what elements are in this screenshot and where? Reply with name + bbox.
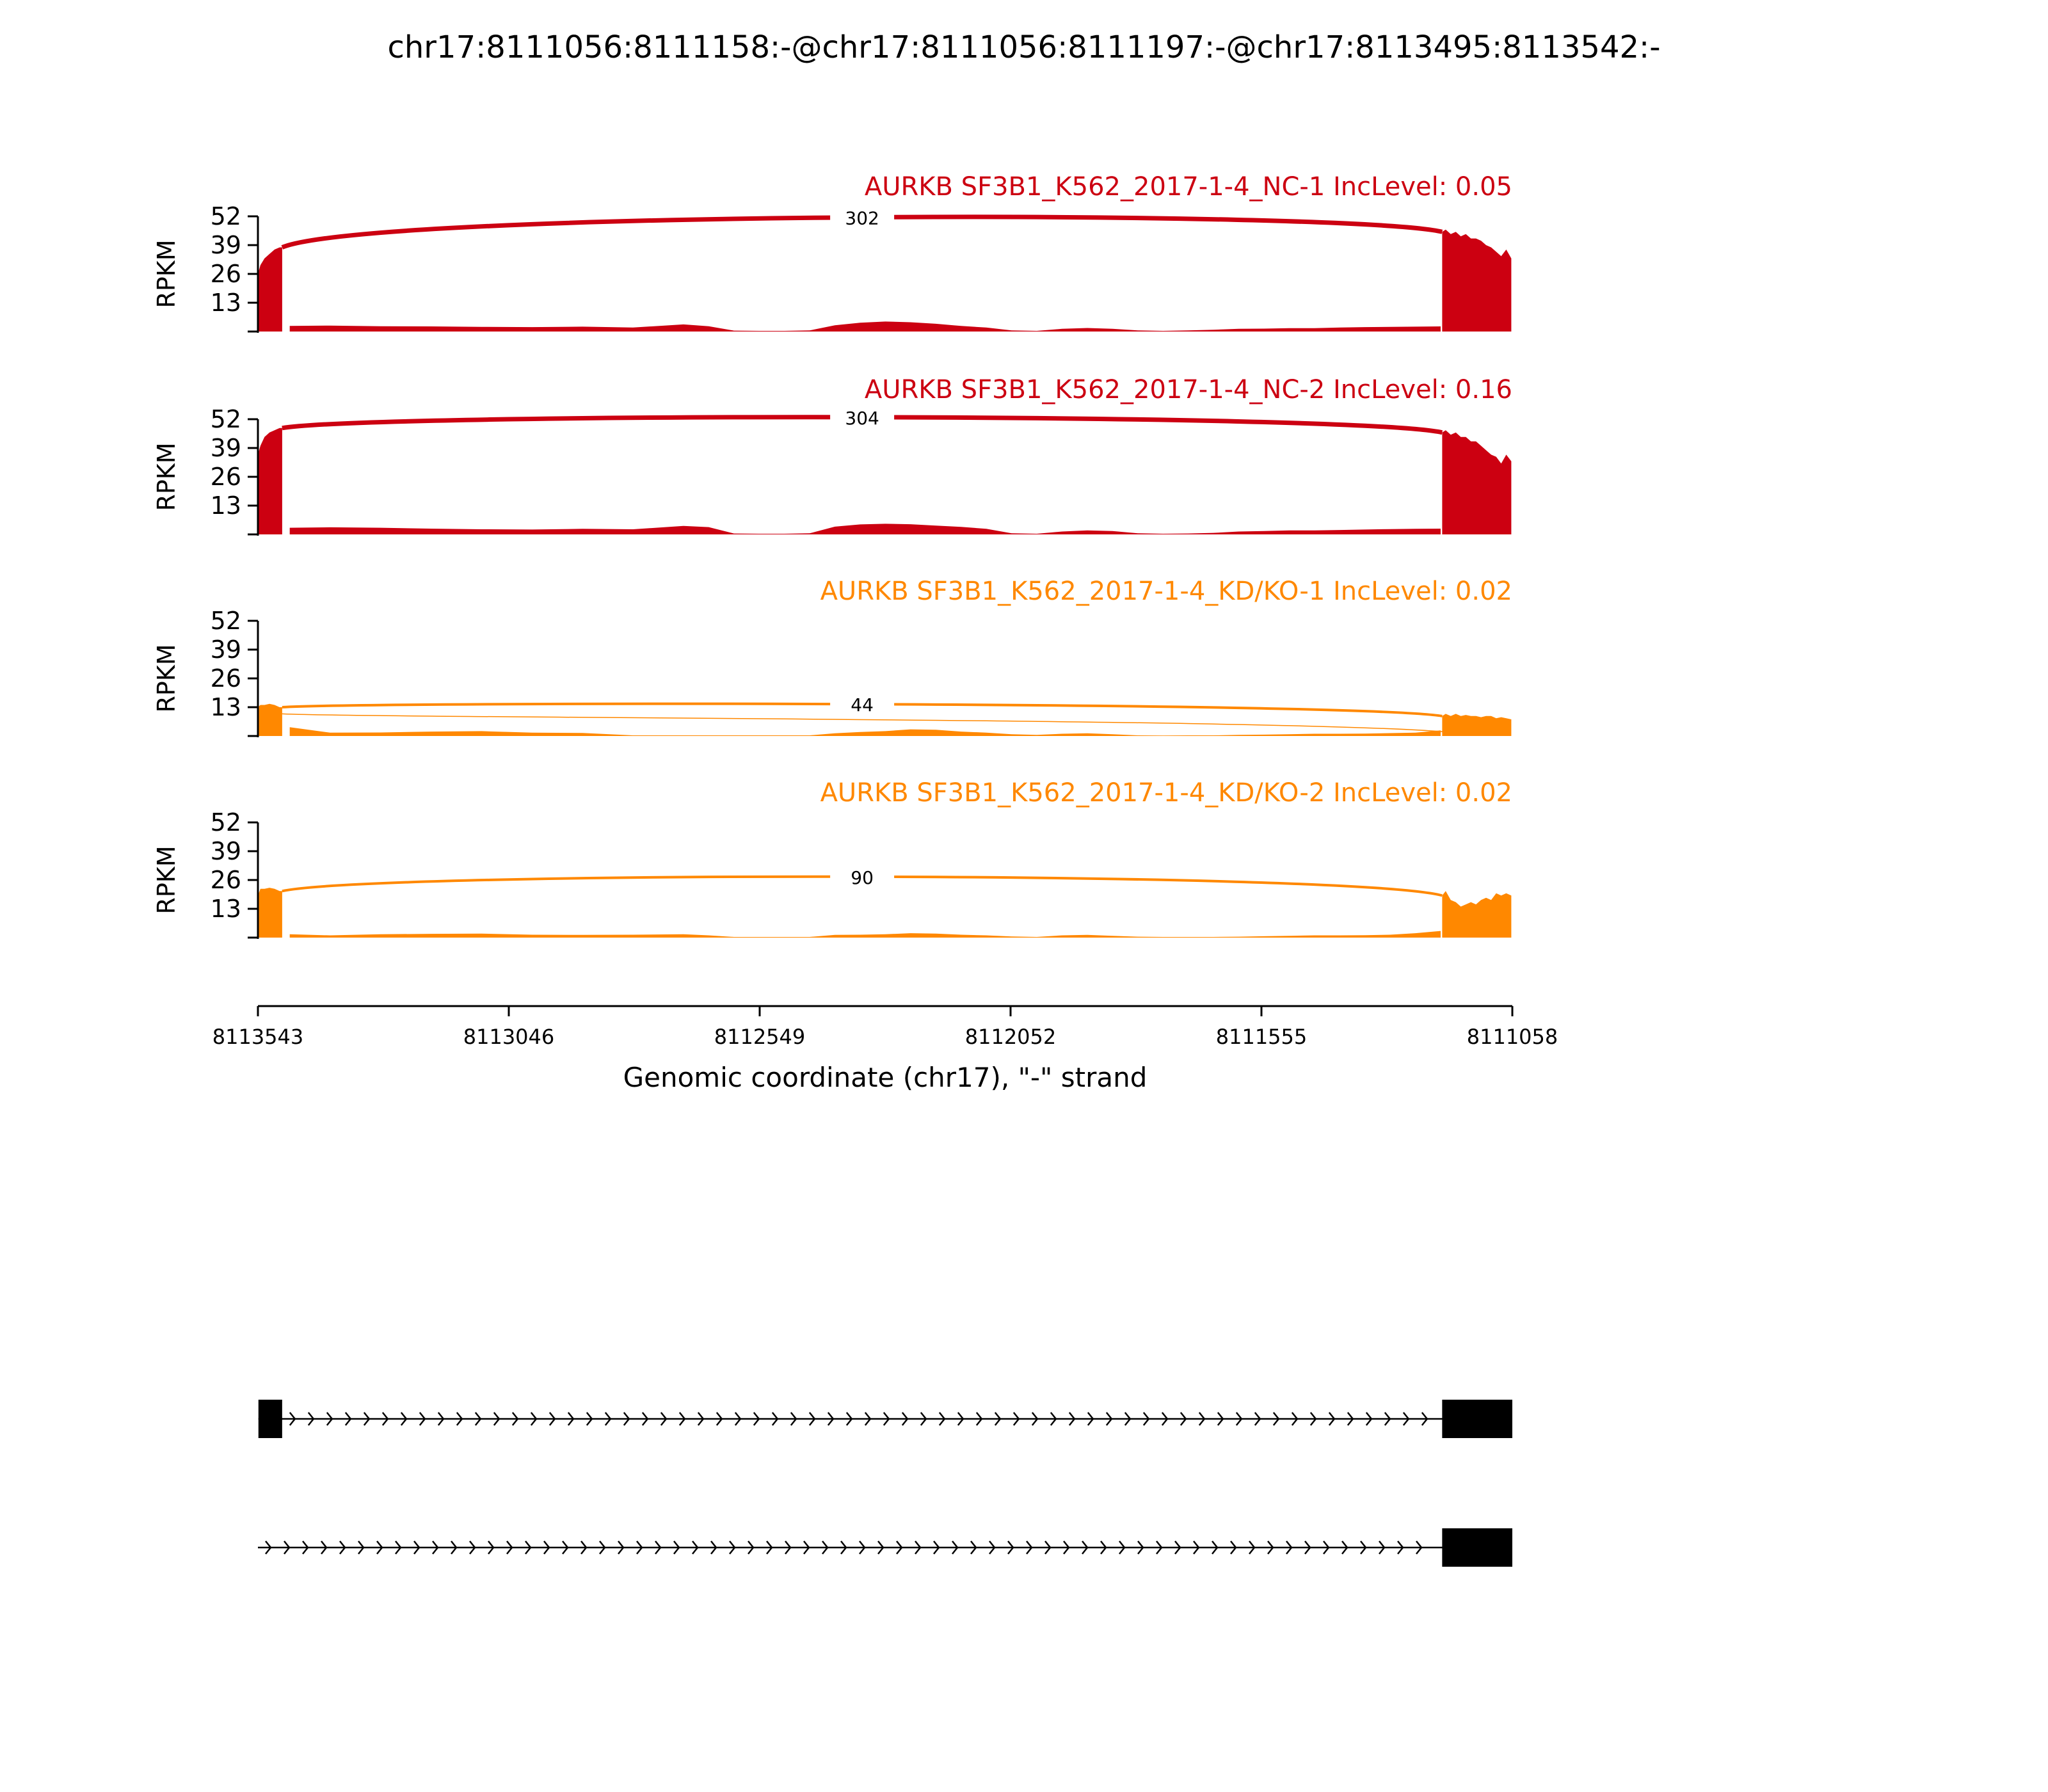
exon-block [1442,1528,1512,1567]
transcript [259,1400,1512,1438]
y-tick-label: 13 [210,693,241,721]
x-tick-label: 8111058 [1466,1025,1558,1049]
x-tick-label: 8112549 [714,1025,806,1049]
x-axis-label: Genomic coordinate (chr17), "-" strand [623,1062,1148,1093]
coverage-area [290,931,1441,938]
x-tick-label: 8111555 [1215,1025,1308,1049]
x-axis [212,1006,1558,1093]
y-tick-label: 39 [210,837,241,865]
y-axis-label: RPKM [152,442,180,511]
y-tick-label: 26 [210,463,241,491]
panel-label: AURKB SF3B1_K562_2017-1-4_NC-2 IncLevel: 0.16 [864,375,1512,404]
junction-read-count: 90 [851,867,874,888]
coverage-area [258,428,282,534]
coverage-area [1442,430,1511,534]
y-axis-label: RPKM [152,644,180,713]
x-tick-label: 8113543 [212,1025,304,1049]
coverage-area [1442,230,1511,332]
junction-read-count: 304 [845,407,879,429]
y-axis-label: RPKM [152,845,180,915]
y-tick-label: 52 [210,405,241,433]
panel-label: AURKB SF3B1_K562_2017-1-4_KD/KO-1 IncLevel: 0.02 [820,577,1512,606]
y-tick-label: 13 [210,492,241,520]
exon-block [1442,1400,1512,1438]
y-tick-label: 52 [210,808,241,836]
junction-read-count: 44 [851,694,874,716]
panel-label: AURKB SF3B1_K562_2017-1-4_NC-1 IncLevel: 0.05 [864,172,1512,202]
y-tick-label: 13 [210,895,241,923]
y-tick-label: 52 [210,607,241,635]
coverage-area [290,321,1441,332]
y-tick-label: 26 [210,664,241,692]
chart-title: chr17:8111056:8111158:-@chr17:8111056:8111197:-@chr17:8113495:8113542:- [387,29,1661,65]
coverage-panel [152,778,1512,939]
coverage-panel [152,375,1512,536]
coverage-area [1442,891,1511,938]
y-tick-label: 39 [210,434,241,462]
coverage-panel [152,172,1512,333]
coverage-area [290,727,1441,736]
coverage-panel [152,577,1512,737]
coverage-area [290,524,1441,534]
y-tick-label: 39 [210,636,241,664]
junction-read-count: 302 [845,207,879,229]
x-tick-label: 8113046 [463,1025,555,1049]
transcript [258,1528,1512,1567]
coverage-panels [152,172,1512,939]
transcript-models [258,1400,1512,1567]
y-tick-label: 39 [210,231,241,259]
y-axis-label: RPKM [152,239,180,308]
y-tick-label: 26 [210,260,241,288]
x-tick-label: 8112052 [964,1025,1057,1049]
coverage-area [258,248,282,332]
y-tick-label: 13 [210,289,241,317]
y-tick-label: 26 [210,866,241,894]
coverage-area [258,888,282,938]
junction-arc [282,714,1462,733]
y-tick-label: 52 [210,202,241,230]
coverage-area [258,704,282,736]
exon-block [259,1400,282,1438]
panel-label: AURKB SF3B1_K562_2017-1-4_KD/KO-2 IncLevel: 0.02 [820,778,1512,808]
